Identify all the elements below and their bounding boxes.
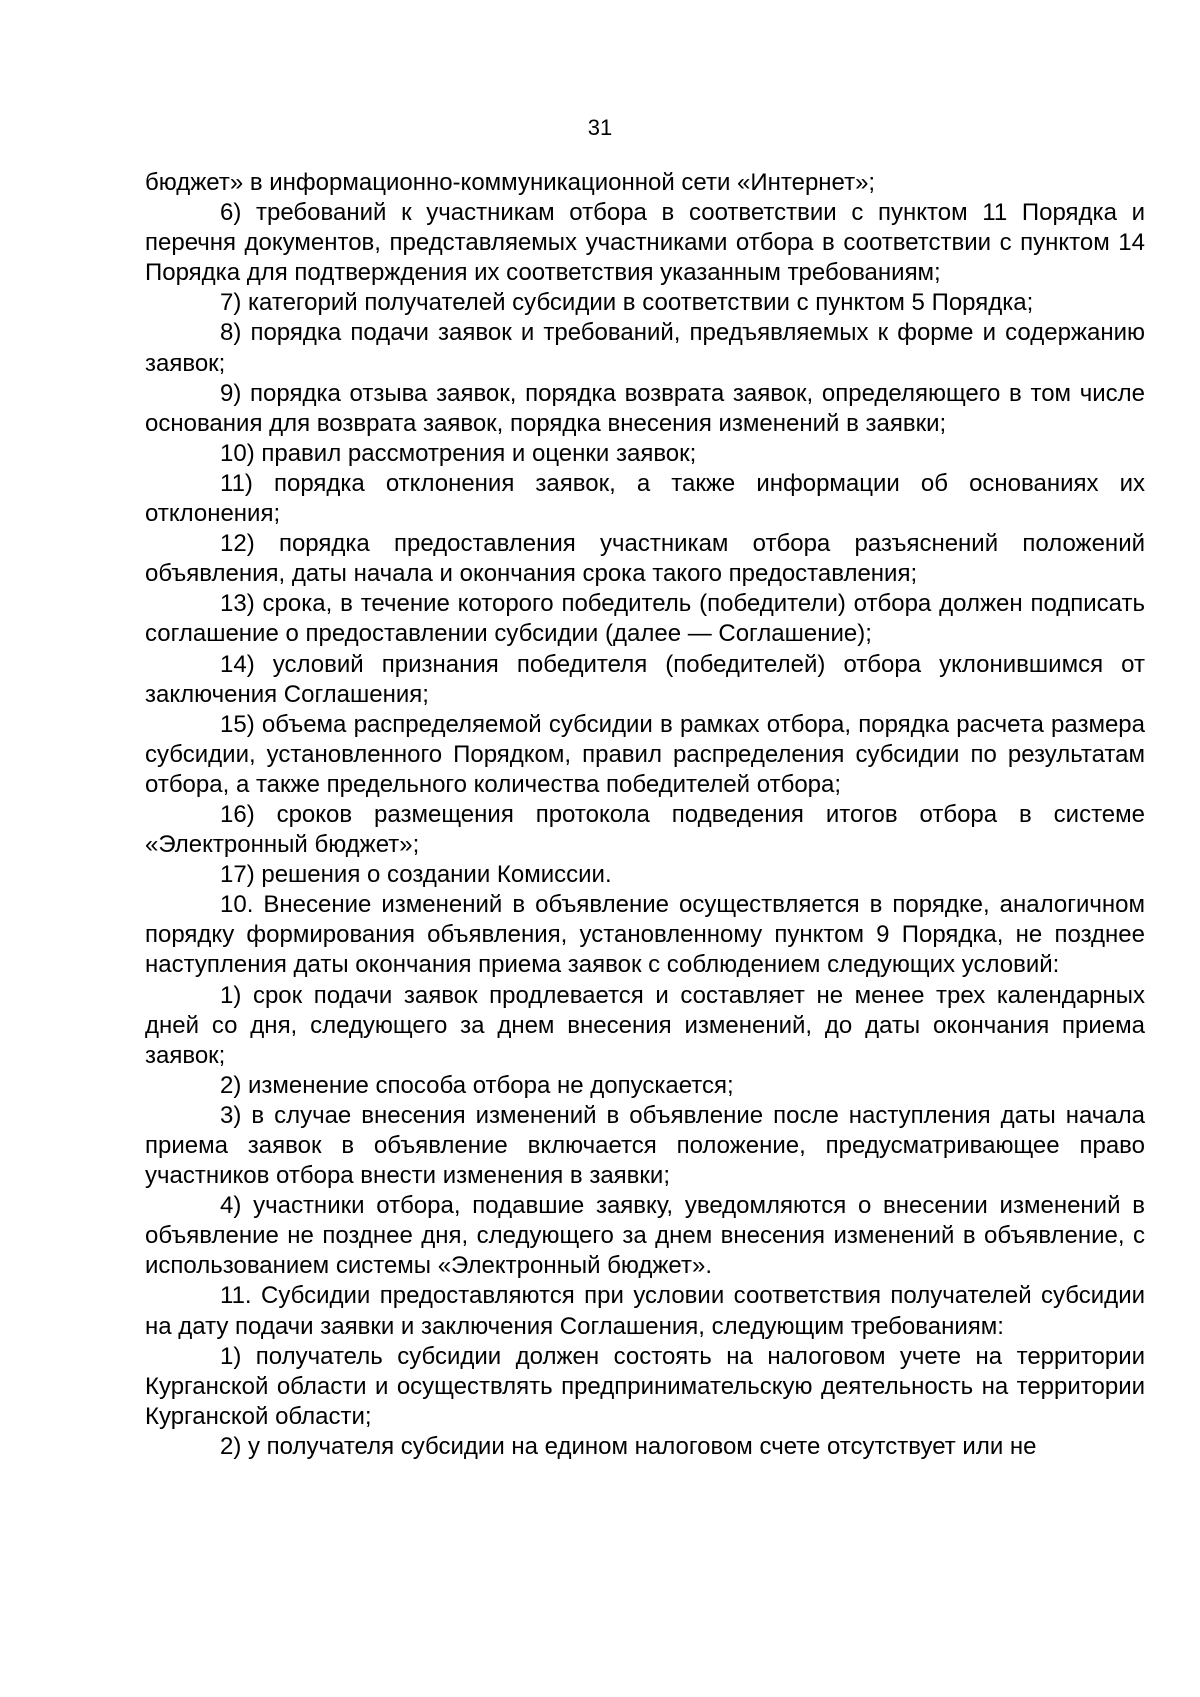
paragraph: 8) порядка подачи заявок и требований, предъявляемых к форме и содержанию заявок; <box>145 319 1145 377</box>
paragraph: 11. Субсидии предоставляются при условии соответствия получателей субсидии на дату подачи заявки и заключения Соглашения, следующим требованиям: <box>145 1282 1145 1340</box>
paragraph: 6) требований к участникам отбора в соответствии с пунктом 11 Порядка и перечня документов, представляемых участниками отбора в соответствии с пунктом 14 Порядка для подтверждения их соответствия указанным требованиям; <box>145 199 1145 287</box>
paragraph: 13) срока, в течение которого победитель (победители) отбора должен подписать соглашение о предоставлении субсидии (далее — Соглашение); <box>145 590 1145 648</box>
paragraph: 16) сроков размещения протокола подведения итогов отбора в системе «Электронный бюджет»; <box>145 800 1145 859</box>
paragraph: 10. Внесение изменений в объявление осуществляется в порядке, аналогичном порядку формирования объявления, установленному пунктом 9 Порядка, не позднее наступления даты окончания приема заявок с соблюдением следующих условий: <box>145 891 1145 979</box>
page-number: 31 <box>587 115 613 140</box>
paragraph: 2) изменение способа отбора не допускается; <box>220 1071 734 1099</box>
paragraph: бюджет» в информационно-коммуникационной сети «Интернет»; <box>145 169 876 196</box>
paragraph: 4) участники отбора, подавшие заявку, уведомляются о внесении изменений в объявление не позднее дня, следующего за днем внесения изменений в объявление, с использованием системы «Электронный бюджет». <box>145 1192 1145 1280</box>
paragraph: 17) решения о создании Комиссии. <box>220 861 612 889</box>
paragraph: 7) категорий получателей субсидии в соответствии с пунктом 5 Порядка; <box>220 289 1034 317</box>
paragraph: 1) срок подачи заявок продлевается и составляет не менее трех календарных дней со дня, следующего за днем внесения изменений, до даты окончания приема заявок; <box>145 981 1145 1069</box>
paragraph: 3) в случае внесения изменений в объявление после наступления даты начала приема заявок в объявление включается положение, предусматривающее право участников отбора внести изменения в заявки; <box>145 1101 1145 1190</box>
paragraph: 12) порядка предоставления участникам отбора разъяснений положений объявления, даты начала и окончания срока такого предоставления; <box>145 530 1145 588</box>
paragraph: 9) порядка отзыва заявок, порядка возврата заявок, определяющего в том числе основания для возврата заявок, порядка внесения изменений в заявки; <box>145 379 1145 437</box>
paragraph: 15) объема распределяемой субсидии в рамках отбора, порядка расчета размера субсидии, установленного Порядком, правил распределения субсидии по результатам отбора, а также предельного количества победителей отбора; <box>145 710 1145 798</box>
paragraph: 11) порядка отклонения заявок, а также информации об основаниях их отклонения; <box>145 469 1145 528</box>
document-body <box>145 168 1145 1462</box>
paragraph: 14) условий признания победителя (победителей) отбора уклонившимся от заключения Соглашения; <box>145 650 1145 708</box>
paragraph: 2) у получателя субсидии на едином налоговом счете отсутствует или не <box>220 1432 1037 1460</box>
paragraph: 10) правил рассмотрения и оценки заявок; <box>220 439 697 467</box>
paragraph: 1) получатель субсидии должен состоять на налоговом учете на территории Курганской области и осуществлять предпринимательскую деятельность на территории Курганской области; <box>145 1342 1145 1430</box>
